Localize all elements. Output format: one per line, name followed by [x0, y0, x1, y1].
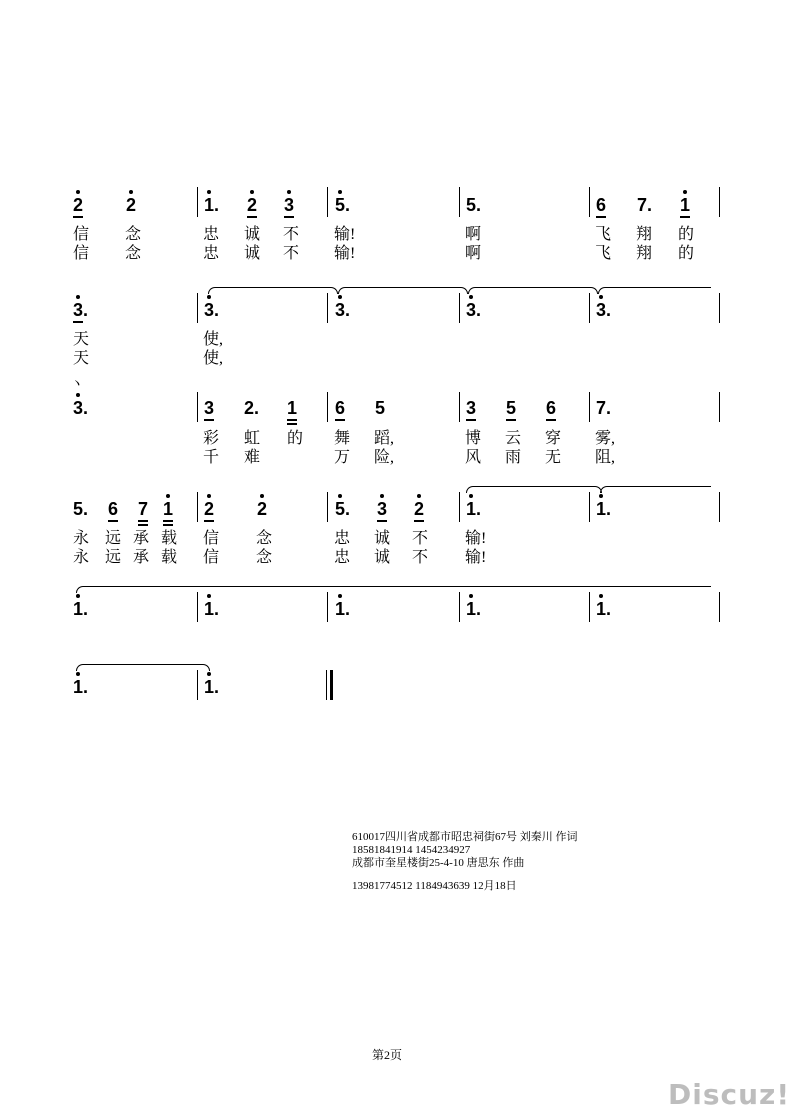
note-cell: [257, 499, 267, 519]
lyric-char: 使,: [203, 350, 224, 367]
note-cell: [546, 398, 556, 418]
credit-lyricist-phone: 18581841914 1454234927: [352, 844, 471, 856]
duration-underline: [287, 419, 297, 421]
lyric-char: 永: [73, 530, 90, 547]
note-cell: 1 .: [466, 599, 481, 619]
lyric-char: 博: [465, 430, 482, 447]
note-cell: 1 .: [204, 599, 219, 619]
lyric-char: 翔: [636, 245, 653, 262]
note: 7: [596, 398, 607, 418]
lyric-char: 载: [161, 549, 178, 566]
note: 6: [546, 398, 556, 418]
barline: [327, 187, 328, 217]
barline: [589, 592, 590, 622]
lyric-char: 信: [73, 245, 90, 262]
note: 3: [377, 499, 387, 519]
note: 6: [335, 398, 345, 418]
lyric-char: 诚: [244, 226, 261, 243]
lyric-char: 雾,: [595, 430, 616, 447]
lyric-char: 险,: [374, 449, 395, 466]
note-cell: 5 .: [335, 499, 350, 519]
barline: [197, 187, 198, 217]
credit-lyricist: 610017四川省成都市昭忠祠街67号 刘秦川 作词: [352, 831, 578, 843]
credit-composer-phone: 13981774512 1184943639 12月18日: [352, 880, 517, 892]
note: 1: [204, 195, 214, 215]
lyric-char: 信: [203, 530, 220, 547]
octave-dot: [599, 494, 603, 498]
note-cell: [247, 195, 257, 215]
lyric-char: 忠: [334, 530, 351, 547]
note-cell: [138, 499, 148, 519]
note: 5: [506, 398, 516, 418]
note-cell: 3 .: [335, 300, 350, 320]
note: 1: [596, 599, 606, 619]
note: 2: [414, 499, 424, 519]
octave-dot: [129, 190, 133, 194]
note-cell: 3 .: [466, 300, 481, 320]
lyric-char: 念: [256, 530, 273, 547]
tie-arc: [468, 287, 598, 294]
note-cell: 7.: [596, 398, 612, 418]
note-cell: 1 .: [73, 599, 88, 619]
note: 2: [73, 195, 83, 215]
lyric-char: 忠: [334, 549, 351, 566]
octave-dot: [207, 190, 211, 194]
barline: [327, 293, 328, 323]
note-cell: [204, 499, 214, 519]
lyric-char: 风: [465, 449, 482, 466]
octave-dot: [207, 494, 211, 498]
note: 1: [466, 599, 476, 619]
note: 3: [335, 300, 345, 320]
lyric-char: 忠: [203, 226, 220, 243]
note: 2: [244, 398, 255, 418]
duration-underline: [204, 419, 214, 421]
octave-dot: [76, 672, 80, 676]
barline: [589, 187, 590, 217]
lyric-char: 输!: [334, 245, 356, 262]
note-cell: [287, 398, 297, 418]
duration-underline: [73, 321, 83, 323]
lyric-char: 永: [73, 549, 90, 566]
note: 3: [204, 300, 214, 320]
note: 1: [163, 499, 173, 519]
note-cell: 1 .: [596, 499, 611, 519]
octave-dot: [207, 594, 211, 598]
lyric-char: 彩: [203, 430, 220, 447]
tie-arc: [600, 486, 711, 493]
barline: [719, 392, 720, 422]
lyric-char: 阻,: [595, 449, 616, 466]
note: 7: [637, 195, 648, 215]
note-cell: [126, 195, 136, 215]
octave-dot: [469, 494, 473, 498]
note: 2: [257, 499, 267, 519]
note-cell: 1 .: [204, 677, 219, 697]
lyric-char: 虹: [244, 430, 261, 447]
lyric-char: 啊: [465, 226, 482, 243]
lyric-char: 不: [283, 245, 300, 262]
duration-underline: [284, 216, 294, 218]
barline: [589, 392, 590, 422]
lyric-char: 念: [125, 226, 142, 243]
lyric-char: 不: [283, 226, 300, 243]
lyric-char: 蹈,: [374, 430, 395, 447]
octave-dot: [338, 594, 342, 598]
note: 1: [204, 599, 214, 619]
lyric-char: 诚: [374, 549, 391, 566]
barline: [459, 187, 460, 217]
duration-underline: [546, 419, 556, 421]
duration-underline: [335, 419, 345, 421]
tie-arc: [338, 287, 468, 294]
lyric-char: 远: [105, 530, 122, 547]
note: 2: [204, 499, 214, 519]
octave-dot: [76, 190, 80, 194]
octave-dot: [207, 672, 211, 676]
note-cell: [377, 499, 387, 519]
note-cell: 3 .: [596, 300, 611, 320]
barline: [330, 670, 333, 700]
tie-arc: [208, 287, 338, 294]
octave-dot: [469, 295, 473, 299]
barline: [719, 492, 720, 522]
note: 5: [335, 499, 345, 519]
note: 5: [335, 195, 345, 215]
page-number: 第2页: [372, 1048, 403, 1062]
duration-underline: [163, 520, 173, 522]
note: 7: [138, 499, 148, 519]
note: 1: [73, 599, 83, 619]
breath-mark: ヽ: [70, 377, 84, 392]
barline: [197, 492, 198, 522]
lyric-char: 难: [244, 449, 261, 466]
octave-dot: [338, 494, 342, 498]
lyric-char: 载: [161, 530, 178, 547]
note-cell: 5 .: [335, 195, 350, 215]
duration-underline: [108, 520, 118, 522]
lyric-char: 的: [678, 226, 695, 243]
octave-dot: [76, 295, 80, 299]
note-cell: 3 .: [73, 398, 88, 418]
octave-dot: [683, 190, 687, 194]
note: 5: [73, 499, 84, 519]
note: 1: [287, 398, 297, 418]
barline: [589, 492, 590, 522]
octave-dot: [207, 295, 211, 299]
lyric-char: 诚: [374, 530, 391, 547]
octave-dot: [166, 494, 170, 498]
barline: [197, 592, 198, 622]
note-cell: 2.: [244, 398, 260, 418]
duration-underline: [73, 216, 83, 218]
octave-dot: [599, 295, 603, 299]
duration-underline: [377, 520, 387, 522]
note: 3: [466, 398, 476, 418]
octave-dot: [380, 494, 384, 498]
tie-arc: [598, 287, 711, 294]
duration-underline: [204, 520, 214, 522]
note: 1: [73, 677, 83, 697]
lyric-char: 念: [256, 549, 273, 566]
lyric-char: 信: [203, 549, 220, 566]
lyric-char: 使,: [203, 331, 224, 348]
note-cell: 5.: [466, 195, 482, 215]
note-cell: [375, 398, 385, 418]
barline: [327, 392, 328, 422]
lyric-char: 翔: [636, 226, 653, 243]
duration-underline: [506, 419, 516, 421]
duration-underline: [466, 419, 476, 421]
barline: [719, 187, 720, 217]
lyric-char: 信: [73, 226, 90, 243]
note-cell: [163, 499, 173, 519]
octave-dot: [338, 190, 342, 194]
barline: [327, 592, 328, 622]
duration-underline: [414, 520, 424, 522]
note-cell: 5.: [73, 499, 89, 519]
note: 3: [204, 398, 214, 418]
duration-underline: [138, 524, 148, 526]
duration-underline: [287, 423, 297, 425]
note-cell: [414, 499, 424, 519]
lyric-char: 承: [133, 530, 150, 547]
note: 3: [466, 300, 476, 320]
octave-dot: [260, 494, 264, 498]
lyric-char: 承: [133, 549, 150, 566]
lyric-char: 无: [545, 449, 562, 466]
octave-dot: [599, 594, 603, 598]
lyric-char: 飞: [595, 245, 612, 262]
note-cell: 3 .: [73, 300, 88, 320]
note: 5: [375, 398, 386, 418]
note-cell: [506, 398, 516, 418]
note: 6: [108, 499, 118, 519]
octave-dot: [417, 494, 421, 498]
note-cell: 1 .: [73, 677, 88, 697]
lyric-char: 远: [105, 549, 122, 566]
barline: [459, 592, 460, 622]
duration-underline: [163, 524, 173, 526]
duration-underline: [680, 216, 690, 218]
note: 1: [596, 499, 606, 519]
note-cell: [596, 195, 606, 215]
watermark-logo: Discuz!: [668, 1078, 790, 1111]
octave-dot: [287, 190, 291, 194]
note-cell: [680, 195, 690, 215]
lyric-char: 天: [73, 350, 90, 367]
duration-underline: [247, 216, 257, 218]
note-cell: [108, 499, 118, 519]
note: 3: [284, 195, 294, 215]
barline: [719, 592, 720, 622]
lyric-char: 啊: [465, 245, 482, 262]
note-cell: 3 .: [204, 300, 219, 320]
octave-dot: [76, 393, 80, 397]
note-cell: 1 .: [335, 599, 350, 619]
barline: [197, 293, 198, 323]
lyric-char: 不: [412, 549, 429, 566]
note-cell: [466, 398, 476, 418]
barline: [459, 293, 460, 323]
barline: [197, 670, 198, 700]
lyric-char: 不: [412, 530, 429, 547]
barline: [197, 392, 198, 422]
lyric-char: 飞: [595, 226, 612, 243]
note-cell: 7.: [637, 195, 653, 215]
note-cell: [204, 398, 214, 418]
note-cell: 1 .: [204, 195, 219, 215]
octave-dot: [250, 190, 254, 194]
note-cell: [284, 195, 294, 215]
note: 1: [680, 195, 690, 215]
duration-underline: [596, 216, 606, 218]
tie-arc: [466, 486, 602, 493]
octave-dot: [76, 594, 80, 598]
barline: [459, 392, 460, 422]
note-cell: [73, 195, 83, 215]
octave-dot: [469, 594, 473, 598]
lyric-char: 千: [203, 449, 220, 466]
lyric-char: 输!: [334, 226, 356, 243]
tie-arc: [76, 664, 210, 671]
note: 3: [73, 398, 83, 418]
lyric-char: 云: [505, 430, 522, 447]
credit-composer: 成都市奎星楼街25-4-10 唐思东 作曲: [352, 857, 525, 869]
note: 1: [204, 677, 214, 697]
lyric-char: 天: [73, 331, 90, 348]
note: 6: [596, 195, 606, 215]
tie-arc: [76, 586, 711, 593]
lyric-char: 诚: [244, 245, 261, 262]
note-cell: [335, 398, 345, 418]
note: 1: [466, 499, 476, 519]
lyric-char: 忠: [203, 245, 220, 262]
lyric-char: 舞: [334, 430, 351, 447]
lyric-char: 念: [125, 245, 142, 262]
barline: [327, 492, 328, 522]
barline: [326, 670, 327, 700]
lyric-char: 万: [334, 449, 351, 466]
note: 2: [247, 195, 257, 215]
barline: [589, 293, 590, 323]
note: 3: [73, 300, 83, 320]
note: 3: [596, 300, 606, 320]
lyric-char: 穿: [545, 430, 562, 447]
lyric-char: 的: [287, 430, 304, 447]
note: 1: [335, 599, 345, 619]
barline: [719, 293, 720, 323]
note: 2: [126, 195, 136, 215]
lyric-char: 输!: [465, 530, 487, 547]
lyric-char: 雨: [505, 449, 522, 466]
note-cell: 1 .: [596, 599, 611, 619]
barline: [459, 492, 460, 522]
note-cell: 1 .: [466, 499, 481, 519]
lyric-char: 输!: [465, 549, 487, 566]
duration-underline: [138, 520, 148, 522]
lyric-char: 的: [678, 245, 695, 262]
octave-dot: [338, 295, 342, 299]
note: 5: [466, 195, 477, 215]
